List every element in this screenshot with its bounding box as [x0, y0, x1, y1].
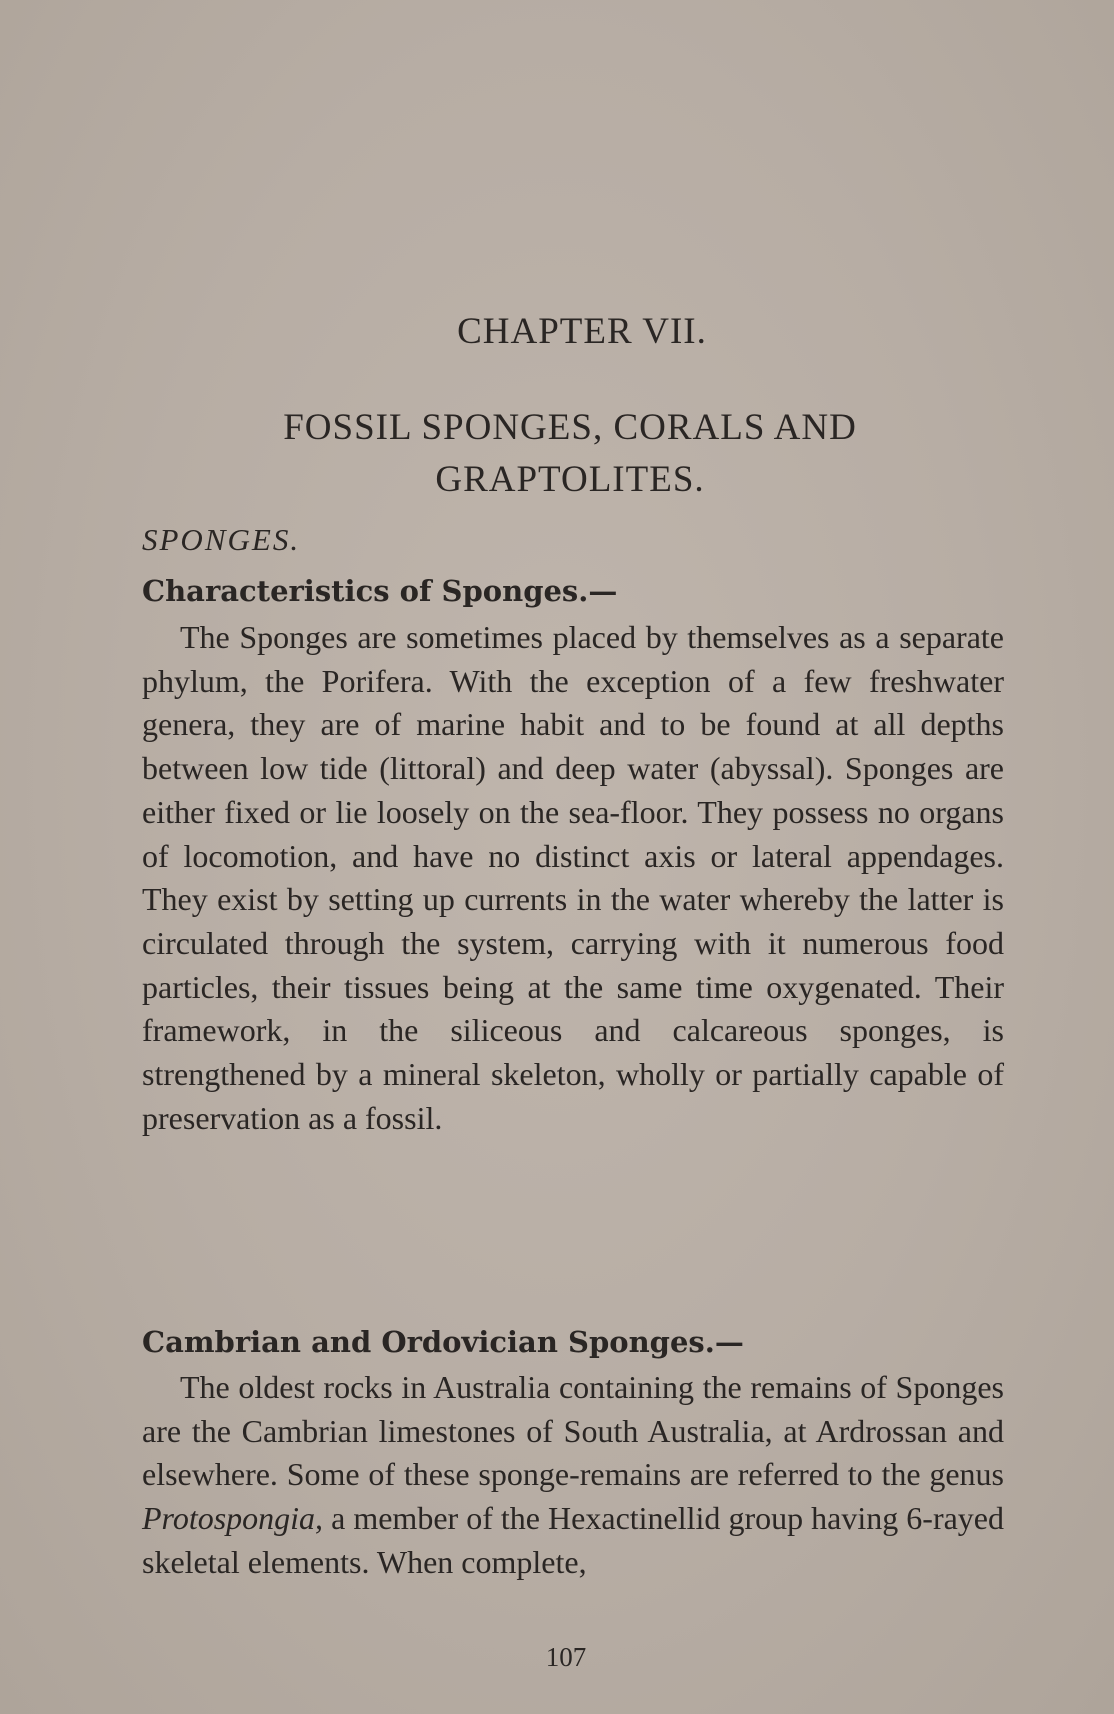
paragraph-cambrian [142, 1366, 1004, 1585]
subsection-heading-cambrian: Cambrian and Ordovician Sponges.— [142, 1325, 744, 1359]
page-number: 107 [545, 1642, 587, 1672]
section-heading: SPONGES. [142, 522, 301, 557]
chapter-title: FOSSIL SPONGES, CORALS AND GRAPTOLITES. [283, 407, 857, 500]
chapter-number: CHAPTER VII. [457, 311, 707, 352]
paragraph-cambrian-end: a member of the Hexactinellid group having 6-rayed skeletal elements. When complete, [142, 1500, 1005, 1580]
genus-name: Protospongia, [142, 1500, 324, 1537]
paragraph-characteristics: The Sponges are sometimes placed by themselves as a separate phylum, the Porifera. With the exception of a few freshwater genera, they are of marine habit and to be found at all depths between low tide (littoral) and deep water (abyssal). Sponges are either fixed or lie loosely on the sea-floor. They possess no organs of locomotion, and have no distinct axis or lateral appendages. They exist by setting up currents in the water whereby the latter is circulated through the system, carrying with it numerous food particles, their tissues being at the same time oxygenated. Their framework, in the siliceous and calcareous sponges, is strengthened by a mineral skeleton, wholly or partially capable of preservation as a fossil. [142, 619, 1004, 1136]
subsection-heading-characteristics: Characteristics of Sponges.— [142, 574, 618, 608]
paragraph-cambrian-start: The oldest rocks in Australia containing the remains of Sponges are the Cambrian limestones of South Australia, at Ardrossan and elsewhere. Some of these sponge-remains are referred to the genus [142, 1369, 1004, 1493]
